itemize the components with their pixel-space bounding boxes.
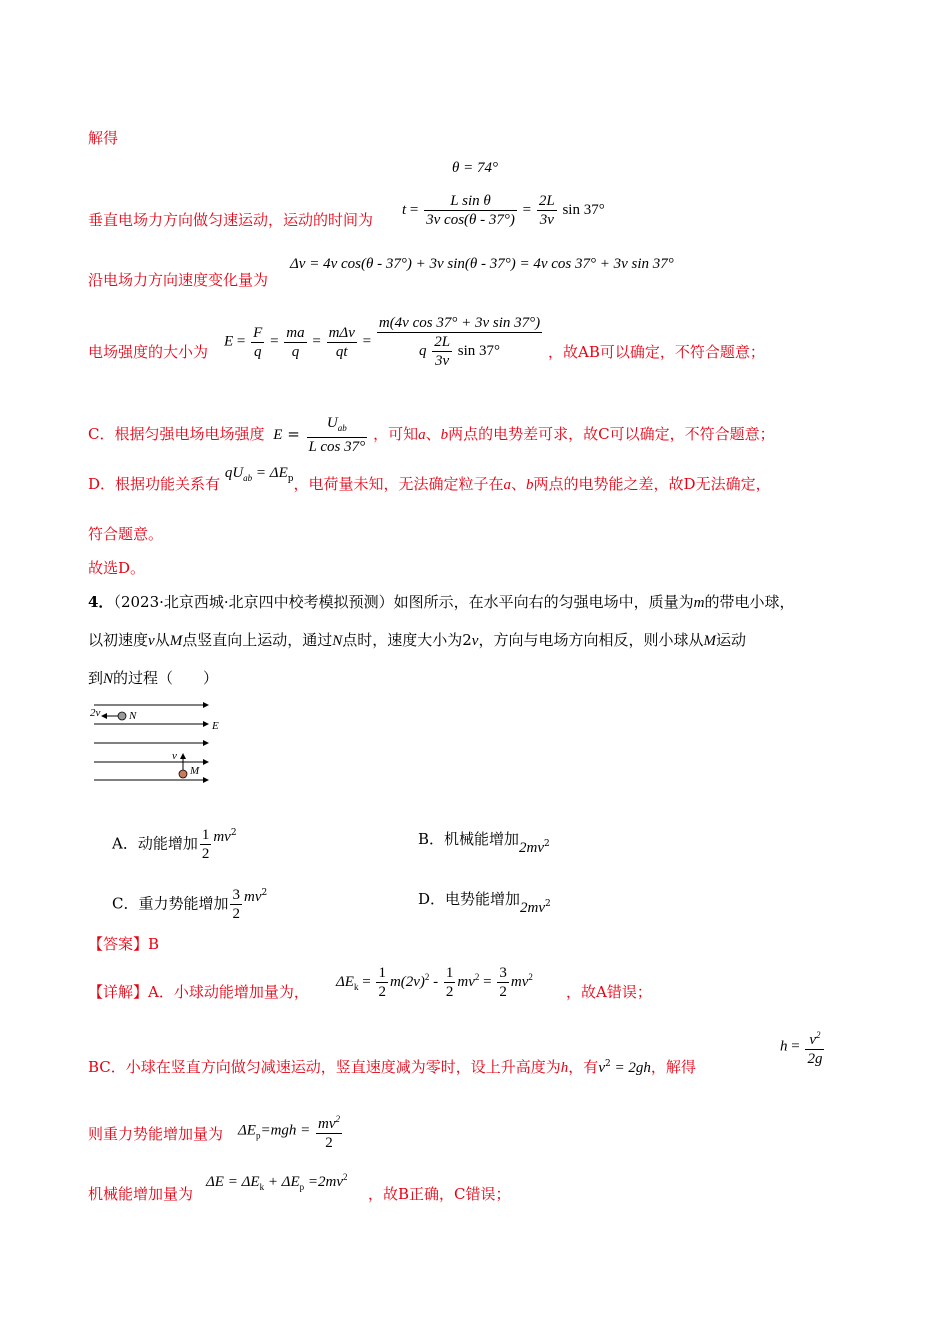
- frac-sup: 2: [816, 1030, 821, 1040]
- d-option-line-2: 符合题意。: [88, 525, 164, 543]
- dek-frac-1: [376, 964, 388, 1001]
- de-plus: + ΔE: [264, 1174, 300, 1190]
- field-frac-3: [327, 324, 357, 361]
- d-suffix-2: 两点的电势能之差，故D无法确定，: [533, 475, 771, 493]
- frac-num: 3: [499, 965, 507, 981]
- var-m: m: [693, 595, 705, 611]
- option-a[interactable]: [112, 826, 237, 863]
- frac-num: 2L: [434, 334, 451, 350]
- vertical-motion-text: 垂直电场力方向做匀速运动，运动的时间为: [88, 211, 374, 229]
- frac-num: 1: [378, 965, 386, 981]
- detail-tail: ，故A错误；: [566, 983, 652, 1001]
- option-d[interactable]: [418, 886, 551, 916]
- var-v: v: [148, 633, 155, 649]
- frac-den: 2g: [807, 1051, 823, 1067]
- c-option-line: [88, 414, 775, 456]
- answer-value: B: [148, 935, 160, 953]
- frac-num: 1: [201, 827, 210, 843]
- mech-tail: ，故B正确，C错误；: [368, 1185, 511, 1203]
- bc-v: v: [598, 1060, 605, 1076]
- sep: 、: [425, 425, 441, 443]
- frac-den: 2: [445, 984, 454, 1000]
- frac-den: 2: [378, 984, 386, 1000]
- bc-text: ，有: [568, 1058, 599, 1076]
- frac-den: [377, 333, 542, 370]
- dek-frac-2: [444, 964, 456, 1001]
- qu: qU: [224, 465, 244, 481]
- var-N: N: [332, 633, 343, 649]
- q4-text: 从: [154, 631, 170, 649]
- dek-mv: mv: [510, 973, 529, 990]
- frac-den: 3v: [539, 212, 554, 228]
- t-var: t: [402, 201, 407, 218]
- dek-formula: $\Delta E_k$ = $\frac{1}{2}$ $m(2v)^2$ - $\frac{1}{2}$ $mv^2$ = $\frac{3}{2}$ $mv^2$: [336, 965, 533, 1000]
- frac-num: 2L: [538, 193, 555, 209]
- q4-text: 的过程（ ）: [113, 669, 219, 687]
- field-frac-4: [377, 314, 542, 370]
- dep: ΔE: [238, 1122, 256, 1139]
- label-n: N: [129, 710, 137, 722]
- solve-label: 解得: [88, 129, 119, 147]
- dek-sup: 2: [528, 971, 533, 982]
- ball-n: [118, 712, 126, 720]
- delta-v-text: 沿电场力方向速度变化量为: [88, 271, 269, 289]
- de-sub-k: k: [259, 1182, 265, 1192]
- var-h: h: [780, 1038, 788, 1055]
- ball-m: [179, 770, 187, 778]
- bc-text: BC．小球在竖直方向做匀减速运动，竖直速度减为零时，设上升高度为: [88, 1058, 561, 1076]
- q4-text: 的带电小球，: [704, 593, 795, 611]
- frac-num: F: [253, 324, 263, 341]
- dek-mid: m(2v): [389, 973, 425, 990]
- option-c-sup: 2: [261, 887, 268, 898]
- c-frac: [307, 414, 368, 456]
- dek-sub: k: [353, 981, 359, 992]
- frac-v: v: [809, 1032, 817, 1048]
- e-var: E: [273, 427, 283, 443]
- q4-text: 点竖直向上运动，通过: [182, 631, 333, 649]
- frac-den: q: [291, 343, 300, 360]
- dek: ΔE: [336, 973, 354, 990]
- q4-number: 4．: [88, 593, 114, 611]
- select-d: 故选D。: [88, 559, 146, 577]
- option-b-label: B．机械能增加: [418, 830, 520, 848]
- option-b[interactable]: [418, 826, 550, 856]
- de: ΔE = ΔE: [206, 1174, 260, 1190]
- option-a-mv: mv: [213, 828, 231, 845]
- c-suffix-2: 两点的电势差可求，故C可以确定，不符合题意；: [448, 425, 775, 443]
- potential-line: [88, 1124, 223, 1144]
- frac-mv: mv: [318, 1116, 336, 1132]
- de-rest: =2mv: [304, 1174, 344, 1190]
- point-a: a: [503, 477, 512, 493]
- dek-mv: mv: [457, 973, 475, 990]
- de-sub: p: [287, 474, 294, 484]
- frac-den: q: [253, 343, 262, 360]
- option-c-frac: [230, 886, 242, 923]
- frac-num: L sin θ: [424, 192, 517, 211]
- e-var: E: [224, 333, 234, 350]
- option-d-val: 2mv: [520, 900, 546, 916]
- sep: 、: [511, 475, 527, 493]
- d-formula: [224, 463, 294, 484]
- time-fraction-2: [537, 192, 557, 229]
- var-M: M: [169, 633, 183, 649]
- c-suffix-1: ，可知: [373, 425, 419, 443]
- q4-text: 运动: [715, 631, 746, 649]
- option-a-frac: [200, 826, 212, 863]
- frac-num: mΔv: [328, 324, 355, 341]
- answer-label: 【答案】: [88, 935, 149, 953]
- field-frac-2: [284, 324, 306, 361]
- h-formula: h = $\frac{v^2}{2g}$: [780, 1026, 826, 1068]
- dek-minus: -: [429, 973, 442, 990]
- label-m: M: [190, 765, 200, 777]
- option-c-label: C．重力势能增加: [112, 894, 229, 913]
- option-d-sup: 2: [545, 899, 551, 909]
- option-d-label: D．电势能增加: [418, 890, 521, 908]
- field-tail: ，故AB可以确定，不符合题意；: [548, 343, 765, 361]
- q4-text: 到: [88, 669, 104, 687]
- frac-num: ma: [286, 324, 305, 341]
- option-c-mv: mv: [243, 888, 262, 905]
- frac-den: L cos 37°: [308, 439, 366, 455]
- bc-sup: 2: [604, 1059, 611, 1069]
- detail-text: A．小球动能增加量为，: [148, 983, 309, 1001]
- mech-text: 机械能增加量为: [88, 1185, 194, 1203]
- q4-line-2: [88, 630, 746, 651]
- frac-den: 2: [325, 1135, 333, 1151]
- qu-sub: ab: [243, 473, 253, 483]
- bc-text: ，解得: [650, 1058, 696, 1076]
- label-e: E: [212, 720, 219, 732]
- d-suffix-1: ，电荷量未知，无法确定粒子在: [293, 475, 504, 493]
- frac-den: 2: [232, 906, 240, 922]
- bc-formula: = 2gh: [610, 1060, 651, 1076]
- dek-sup: 2: [474, 971, 480, 982]
- frac-num: 1: [445, 965, 454, 981]
- field-frac-1: [251, 324, 264, 361]
- option-b-sup: 2: [544, 839, 550, 849]
- option-c[interactable]: [112, 886, 267, 923]
- var-N: N: [103, 671, 114, 687]
- mech-formula: [206, 1172, 348, 1192]
- u-sub: ab: [337, 423, 347, 433]
- frac-num: [805, 1026, 824, 1050]
- q4-text: ，方向与电场方向相反，则小球从: [478, 631, 704, 649]
- q4-text: 点时，速度大小为2: [342, 631, 472, 649]
- frac-den: 2: [499, 984, 507, 1000]
- field-diagram: [86, 700, 226, 786]
- bc-line: [88, 1054, 696, 1078]
- potential-text: 则重力势能增加量为: [88, 1125, 224, 1143]
- dek-frac-3: [497, 964, 509, 1001]
- var-M: M: [703, 633, 716, 649]
- den-tail: sin 37°: [457, 342, 501, 359]
- q4-text: 以初速度: [88, 631, 149, 649]
- detail-label: 【详解】: [88, 983, 149, 1001]
- q4-line-1: [88, 592, 795, 613]
- point-b: b: [526, 477, 534, 493]
- point-b: b: [440, 427, 449, 443]
- frac-num: m(4v cos 37° + 3v sin 37°): [378, 315, 541, 331]
- dek-sup: 2: [424, 971, 430, 982]
- frac-den: 2: [201, 846, 210, 862]
- dep-sub: p: [255, 1130, 261, 1141]
- frac-den: qt: [335, 343, 348, 360]
- d-prefix: D．根据功能关系有: [88, 475, 221, 493]
- c-prefix: C．根据匀强电场电场强度: [88, 425, 265, 443]
- frac-den: 3v cos(θ - 37°): [426, 212, 515, 228]
- de-sub-p: p: [299, 1182, 305, 1192]
- q4-text: （2023·北京西城·北京四中校考模拟预测）如图所示，在水平向右的匀强电场中，质量为: [113, 593, 694, 611]
- de: = ΔE: [252, 465, 288, 481]
- frac-sup: 2: [335, 1114, 341, 1124]
- label-v: v: [172, 750, 177, 762]
- detail-line: [88, 982, 309, 1002]
- label-2v: 2v: [90, 707, 101, 719]
- frac-num: [307, 414, 368, 438]
- option-a-label: A．动能增加: [112, 834, 198, 853]
- h-frac: [805, 1026, 824, 1068]
- de-sup: 2: [343, 1172, 348, 1182]
- field-formula: E = $\frac{F}{q}$ = $\frac{ma}{q}$ = $\frac{\text{mΔv}}{qt}$ = m(4v cos 37° + 3v sin 37°) q $\frac{2L}{3v}$ sin 37°: [224, 315, 541, 369]
- var-v: v: [471, 633, 479, 649]
- option-b-val: 2mv: [519, 840, 545, 856]
- time-formula: t = $\frac{\text{L sin θ}}{\text{3v cos(θ - 37°)}}$ = $\frac{2L}{3v}$ sin 37°: [402, 193, 605, 228]
- answer-line: [88, 934, 159, 954]
- inner-frac: [432, 333, 452, 370]
- option-a-sup: 2: [230, 827, 237, 838]
- var-h: h: [560, 1060, 569, 1076]
- q4-line-3: [88, 668, 218, 689]
- theta-result: θ = 74°: [452, 160, 498, 176]
- dep-rest: =mgh =: [260, 1122, 311, 1139]
- potential-formula: [238, 1110, 344, 1152]
- frac-num: [316, 1110, 342, 1134]
- potential-frac: [316, 1110, 342, 1152]
- frac-den: 3v: [435, 353, 450, 369]
- frac-num: 3: [232, 887, 240, 903]
- delta-v-formula: Δv = 4v cos(θ - 37°) + 3v sin(θ - 37°) = 4v cos 37° + 3v sin 37°: [290, 256, 674, 272]
- time-tail: sin 37°: [562, 201, 605, 218]
- point-a: a: [418, 427, 426, 443]
- den-q: q: [418, 342, 427, 359]
- u-var: U: [326, 415, 338, 431]
- time-fraction-1: [424, 192, 517, 229]
- c-formula: E = $\frac{U_{ab}}{\text{L cos 37°}}$: [273, 415, 366, 455]
- field-text: 电场强度的大小为: [88, 343, 209, 361]
